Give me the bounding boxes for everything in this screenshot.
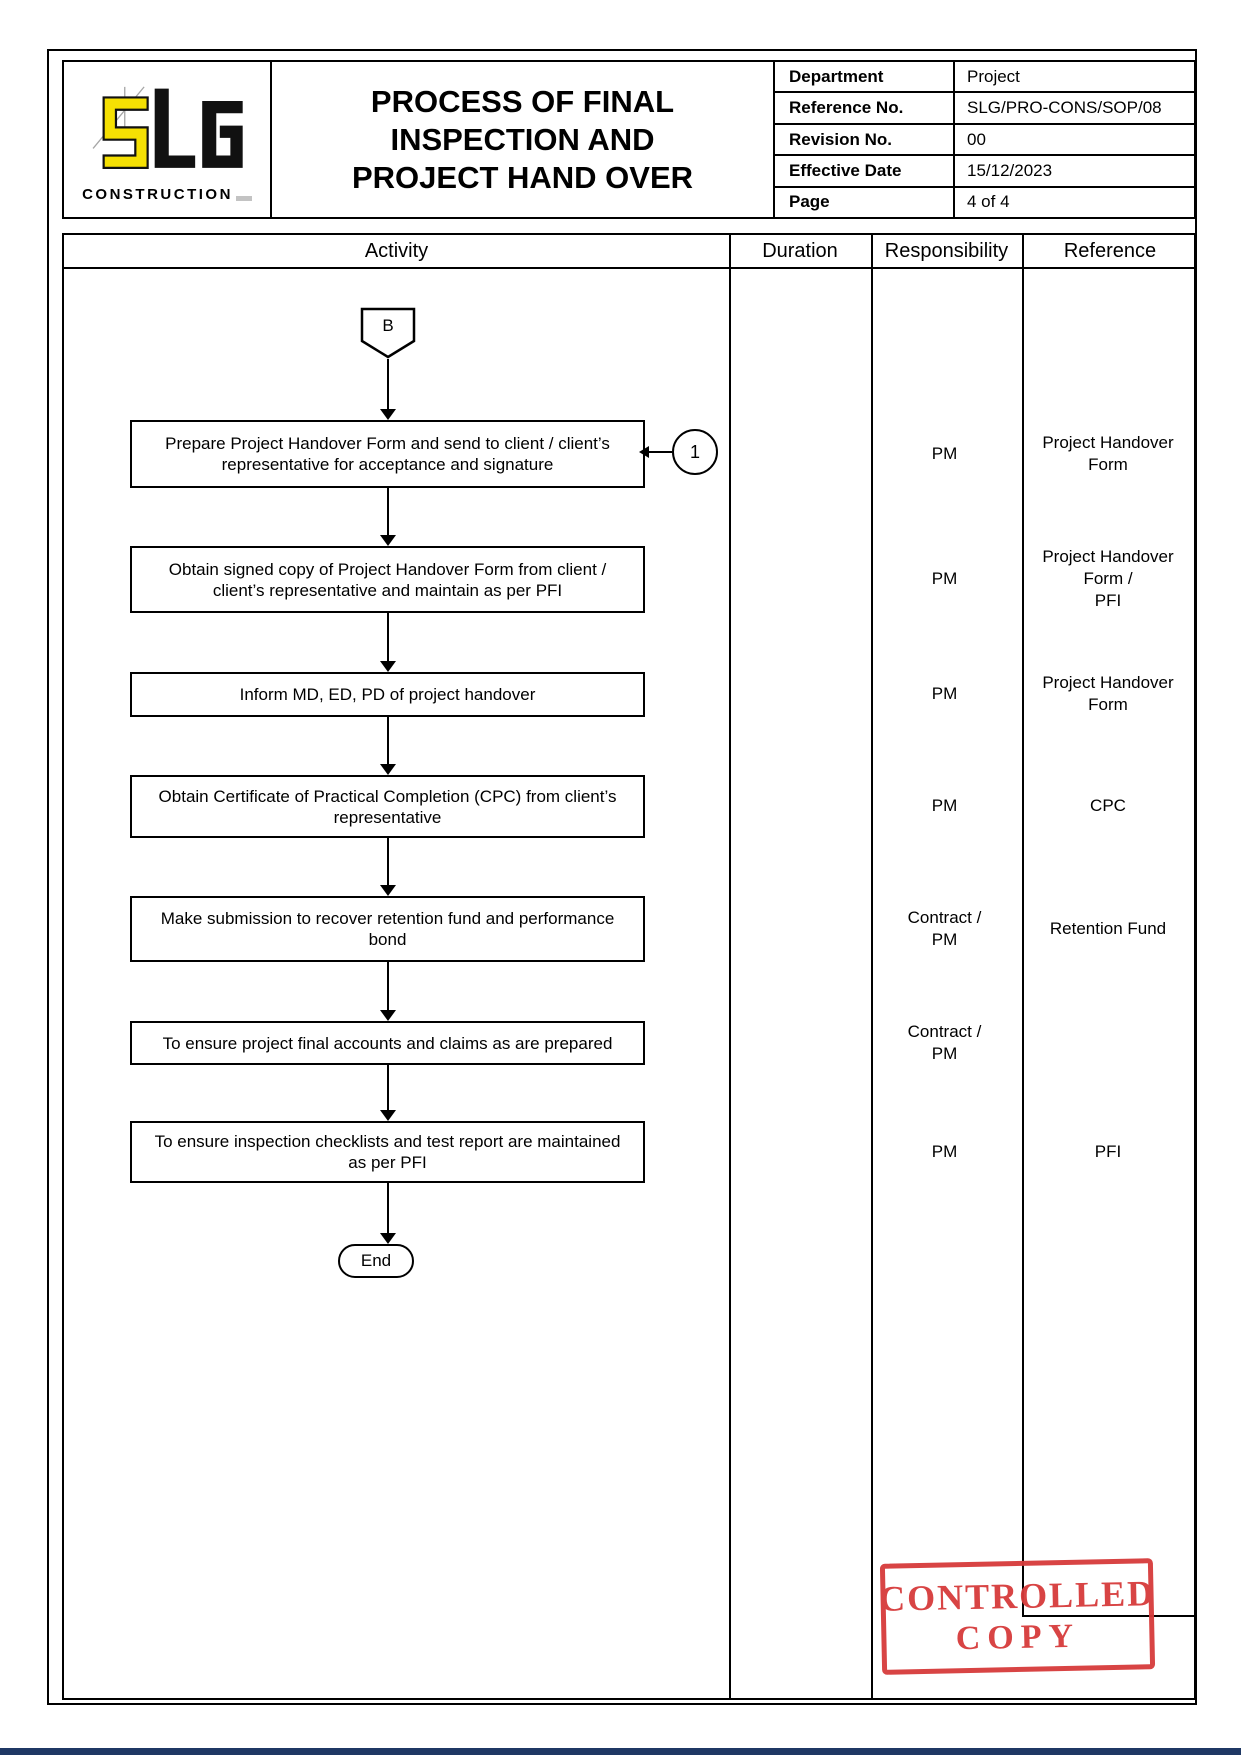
- document-title: [272, 62, 775, 217]
- arrow-head-icon: [639, 446, 649, 458]
- title-line-1: PROCESS OF FINAL: [370, 83, 675, 119]
- title-line-2: INSPECTION AND: [390, 121, 655, 157]
- slg-logo-mark: [79, 76, 255, 184]
- flow-arrow-5: [380, 838, 396, 896]
- info-value: 15/12/2023: [967, 160, 1053, 180]
- arrow-head-icon: [380, 1110, 396, 1121]
- arrow-head-icon: [380, 1010, 396, 1021]
- arrow-head-icon: [380, 661, 396, 672]
- controlled-copy-stamp: [880, 1558, 1155, 1675]
- responsibility-step-6: Contract / PM: [907, 1022, 982, 1063]
- column-header-duration: Duration: [762, 239, 838, 262]
- arrow-head-icon: [380, 1233, 396, 1244]
- column-header-reference: Reference: [1063, 239, 1157, 262]
- stamp-line-1: CONTROLLED: [878, 1572, 1156, 1619]
- flow-arrow-6: [380, 962, 396, 1021]
- arrow-head-icon: [380, 764, 396, 775]
- reference-step-3: Project Handover Form: [1042, 673, 1174, 714]
- process-step-5: Make submission to recover retention fund and performance bond: [130, 896, 645, 962]
- info-row-page: [775, 188, 1194, 217]
- process-step-1: Prepare Project Handover Form and send to client / client’s representative for acceptance and signature: [130, 420, 645, 488]
- info-value: 00: [967, 129, 986, 149]
- responsibility-step-5: Contract / PM: [907, 908, 982, 949]
- flow-arrow-7: [380, 1065, 396, 1121]
- responsibility-step-3: PM: [931, 684, 958, 703]
- flow-arrow-1: [380, 359, 396, 420]
- responsibility-step-4: PM: [931, 796, 958, 815]
- logo-caption: [82, 186, 252, 203]
- title-line-3: PROJECT HAND OVER: [351, 159, 694, 195]
- loop-arrow: [649, 451, 672, 453]
- logo-letter-l: [155, 89, 195, 168]
- connector-circle-1: 1: [672, 429, 718, 475]
- info-row-revision-no: [775, 125, 1194, 156]
- flow-arrow-3: [380, 613, 396, 672]
- process-step-6: To ensure project final accounts and claims as are prepared: [130, 1021, 645, 1065]
- logo-caption-text: CONSTRUCTION: [82, 186, 233, 203]
- reference-step-2: Project Handover Form / PFI: [1042, 547, 1174, 610]
- info-label: Revision No.: [775, 125, 955, 154]
- document-header: [62, 60, 1196, 219]
- reference-step-1: Project Handover Form: [1042, 433, 1174, 474]
- page-bottom-strip: [0, 1748, 1241, 1755]
- reference-step-7: PFI: [1094, 1142, 1122, 1161]
- arrow-head-icon: [380, 885, 396, 896]
- logo-letter-s: [104, 97, 148, 167]
- info-value: SLG/PRO-CONS/SOP/08: [967, 98, 1162, 118]
- company-logo: [64, 62, 272, 217]
- info-row-reference-no: [775, 93, 1194, 124]
- process-step-2: Obtain signed copy of Project Handover Form from client / client’s representative and maintain as per PFI: [130, 546, 645, 613]
- column-header-activity: Activity: [364, 239, 429, 262]
- info-value: 4 of 4: [967, 192, 1010, 212]
- logo-letter-g: [202, 101, 242, 168]
- reference-step-5: Retention Fund: [1049, 919, 1167, 938]
- process-step-3: Inform MD, ED, PD of project handover: [130, 672, 645, 717]
- responsibility-step-7: PM: [931, 1142, 958, 1161]
- arrow-head-icon: [380, 409, 396, 420]
- logo-fine-print: [236, 196, 252, 201]
- info-label: Effective Date: [775, 156, 955, 185]
- end-terminator: End: [338, 1244, 414, 1278]
- document-info-table: [775, 62, 1194, 217]
- info-row-effective-date: [775, 156, 1194, 187]
- reference-step-4: CPC: [1090, 796, 1126, 815]
- process-step-7: To ensure inspection checklists and test report are maintained as per PFI: [130, 1121, 645, 1183]
- flow-arrow-8: [380, 1183, 396, 1244]
- column-header-responsibility: Responsibility: [884, 239, 1009, 262]
- info-row-department: [775, 62, 1194, 93]
- stamp-line-2: COPY: [955, 1617, 1081, 1657]
- responsibility-step-1: PM: [931, 444, 958, 463]
- arrow-head-icon: [380, 535, 396, 546]
- info-value: Project: [967, 66, 1020, 86]
- offpage-connector-b-label: B: [382, 316, 394, 335]
- flow-arrow-2: [380, 488, 396, 546]
- flow-arrow-4: [380, 717, 396, 775]
- responsibility-step-2: PM: [931, 569, 958, 588]
- column-divider-activity-duration: [729, 235, 731, 1698]
- info-label: Page: [775, 188, 955, 217]
- offpage-connector-b: [360, 307, 416, 359]
- info-label: Department: [775, 62, 955, 91]
- info-label: Reference No.: [775, 93, 955, 122]
- process-step-4: Obtain Certificate of Practical Completion (CPC) from client’s representative: [130, 775, 645, 838]
